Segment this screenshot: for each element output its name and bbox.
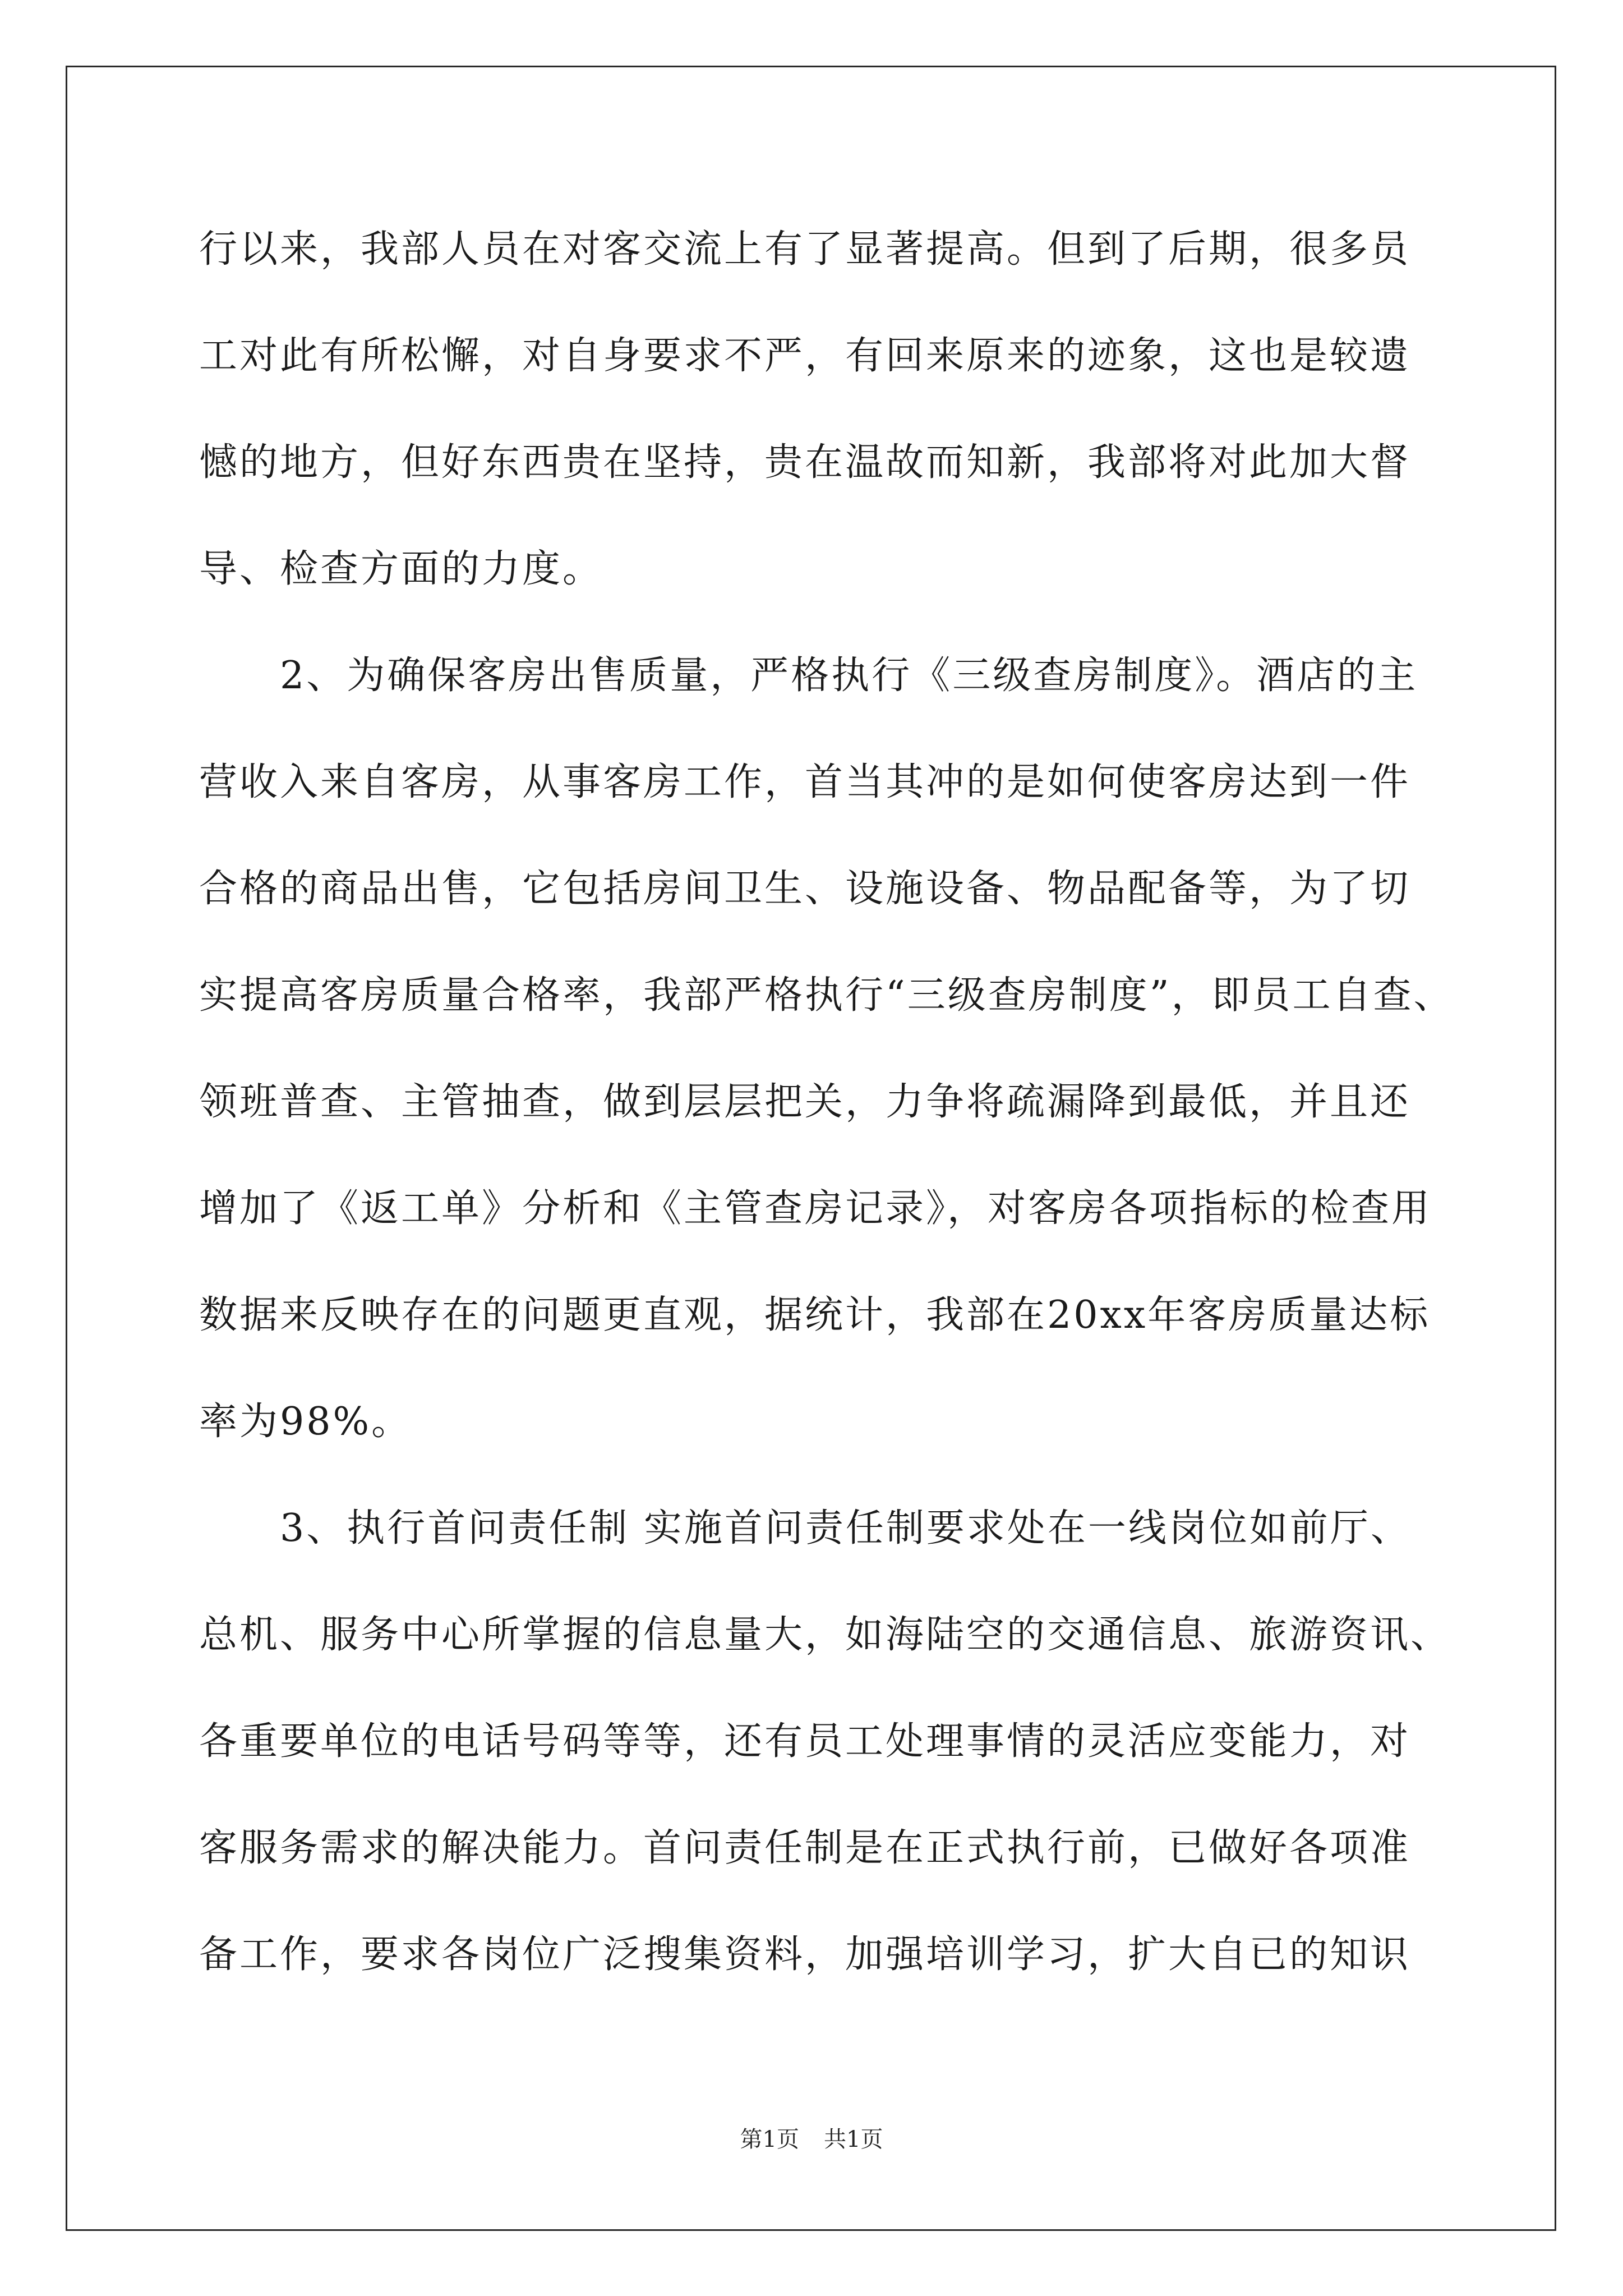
text-line: 数据来反映存在的问题更直观，据统计，我部在20xx年客房质量达标: [199, 1293, 1431, 1337]
text-line: 憾的地方，但好东西贵在坚持，贵在温故而知新，我部将对此加大督: [199, 440, 1411, 485]
text-line: 2、为确保客房出售质量，严格执行《三级查房制度》。酒店的主: [199, 654, 1418, 698]
page-number: 第1页: [740, 2127, 799, 2152]
text-line: 营收入来自客房，从事客房工作，首当其冲的是如何使客房达到一件: [199, 760, 1411, 804]
page-footer: [0, 2122, 1623, 2154]
text-line: 增加了《返工单》分析和《主管查房记录》，对客房各项指标的检查用: [199, 1186, 1432, 1231]
text-line: 合格的商品出售，它包括房间卫生、设施设备、物品配备等，为了切: [199, 867, 1411, 911]
text-line: 导、检查方面的力度。: [199, 547, 603, 591]
text-line: 行以来，我部人员在对客交流上有了显著提高。但到了后期，很多员: [199, 227, 1411, 272]
text-line: 工对此有所松懈，对自身要求不严，有回来原来的迹象，这也是较遗: [199, 334, 1411, 378]
text-line: 实提高客房质量合格率，我部严格执行“三级查房制度”，即员工自查、: [199, 973, 1454, 1018]
document-body: [199, 196, 1454, 2008]
text-line: 领班普查、主管抽查，做到层层把关，力争将疏漏降到最低，并且还: [199, 1080, 1411, 1124]
text-line: 总机、服务中心所掌握的信息量大，如海陆空的交通信息、旅游资讯、: [199, 1613, 1451, 1657]
page-total: 共1页: [824, 2127, 883, 2152]
text-line: 各重要单位的电话号码等等，还有员工处理事情的灵活应变能力，对: [199, 1719, 1411, 1764]
text-line: 3、执行首问责任制 实施首问责任制要求处在一线岗位如前厅、: [199, 1506, 1411, 1550]
text-line: 备工作，要求各岗位广泛搜集资料，加强培训学习，扩大自已的知识: [199, 1932, 1411, 1977]
text-line: 客服务需求的解决能力。首问责任制是在正式执行前，已做好各项准: [199, 1826, 1411, 1870]
text-line: 率为98%。: [199, 1400, 412, 1444]
